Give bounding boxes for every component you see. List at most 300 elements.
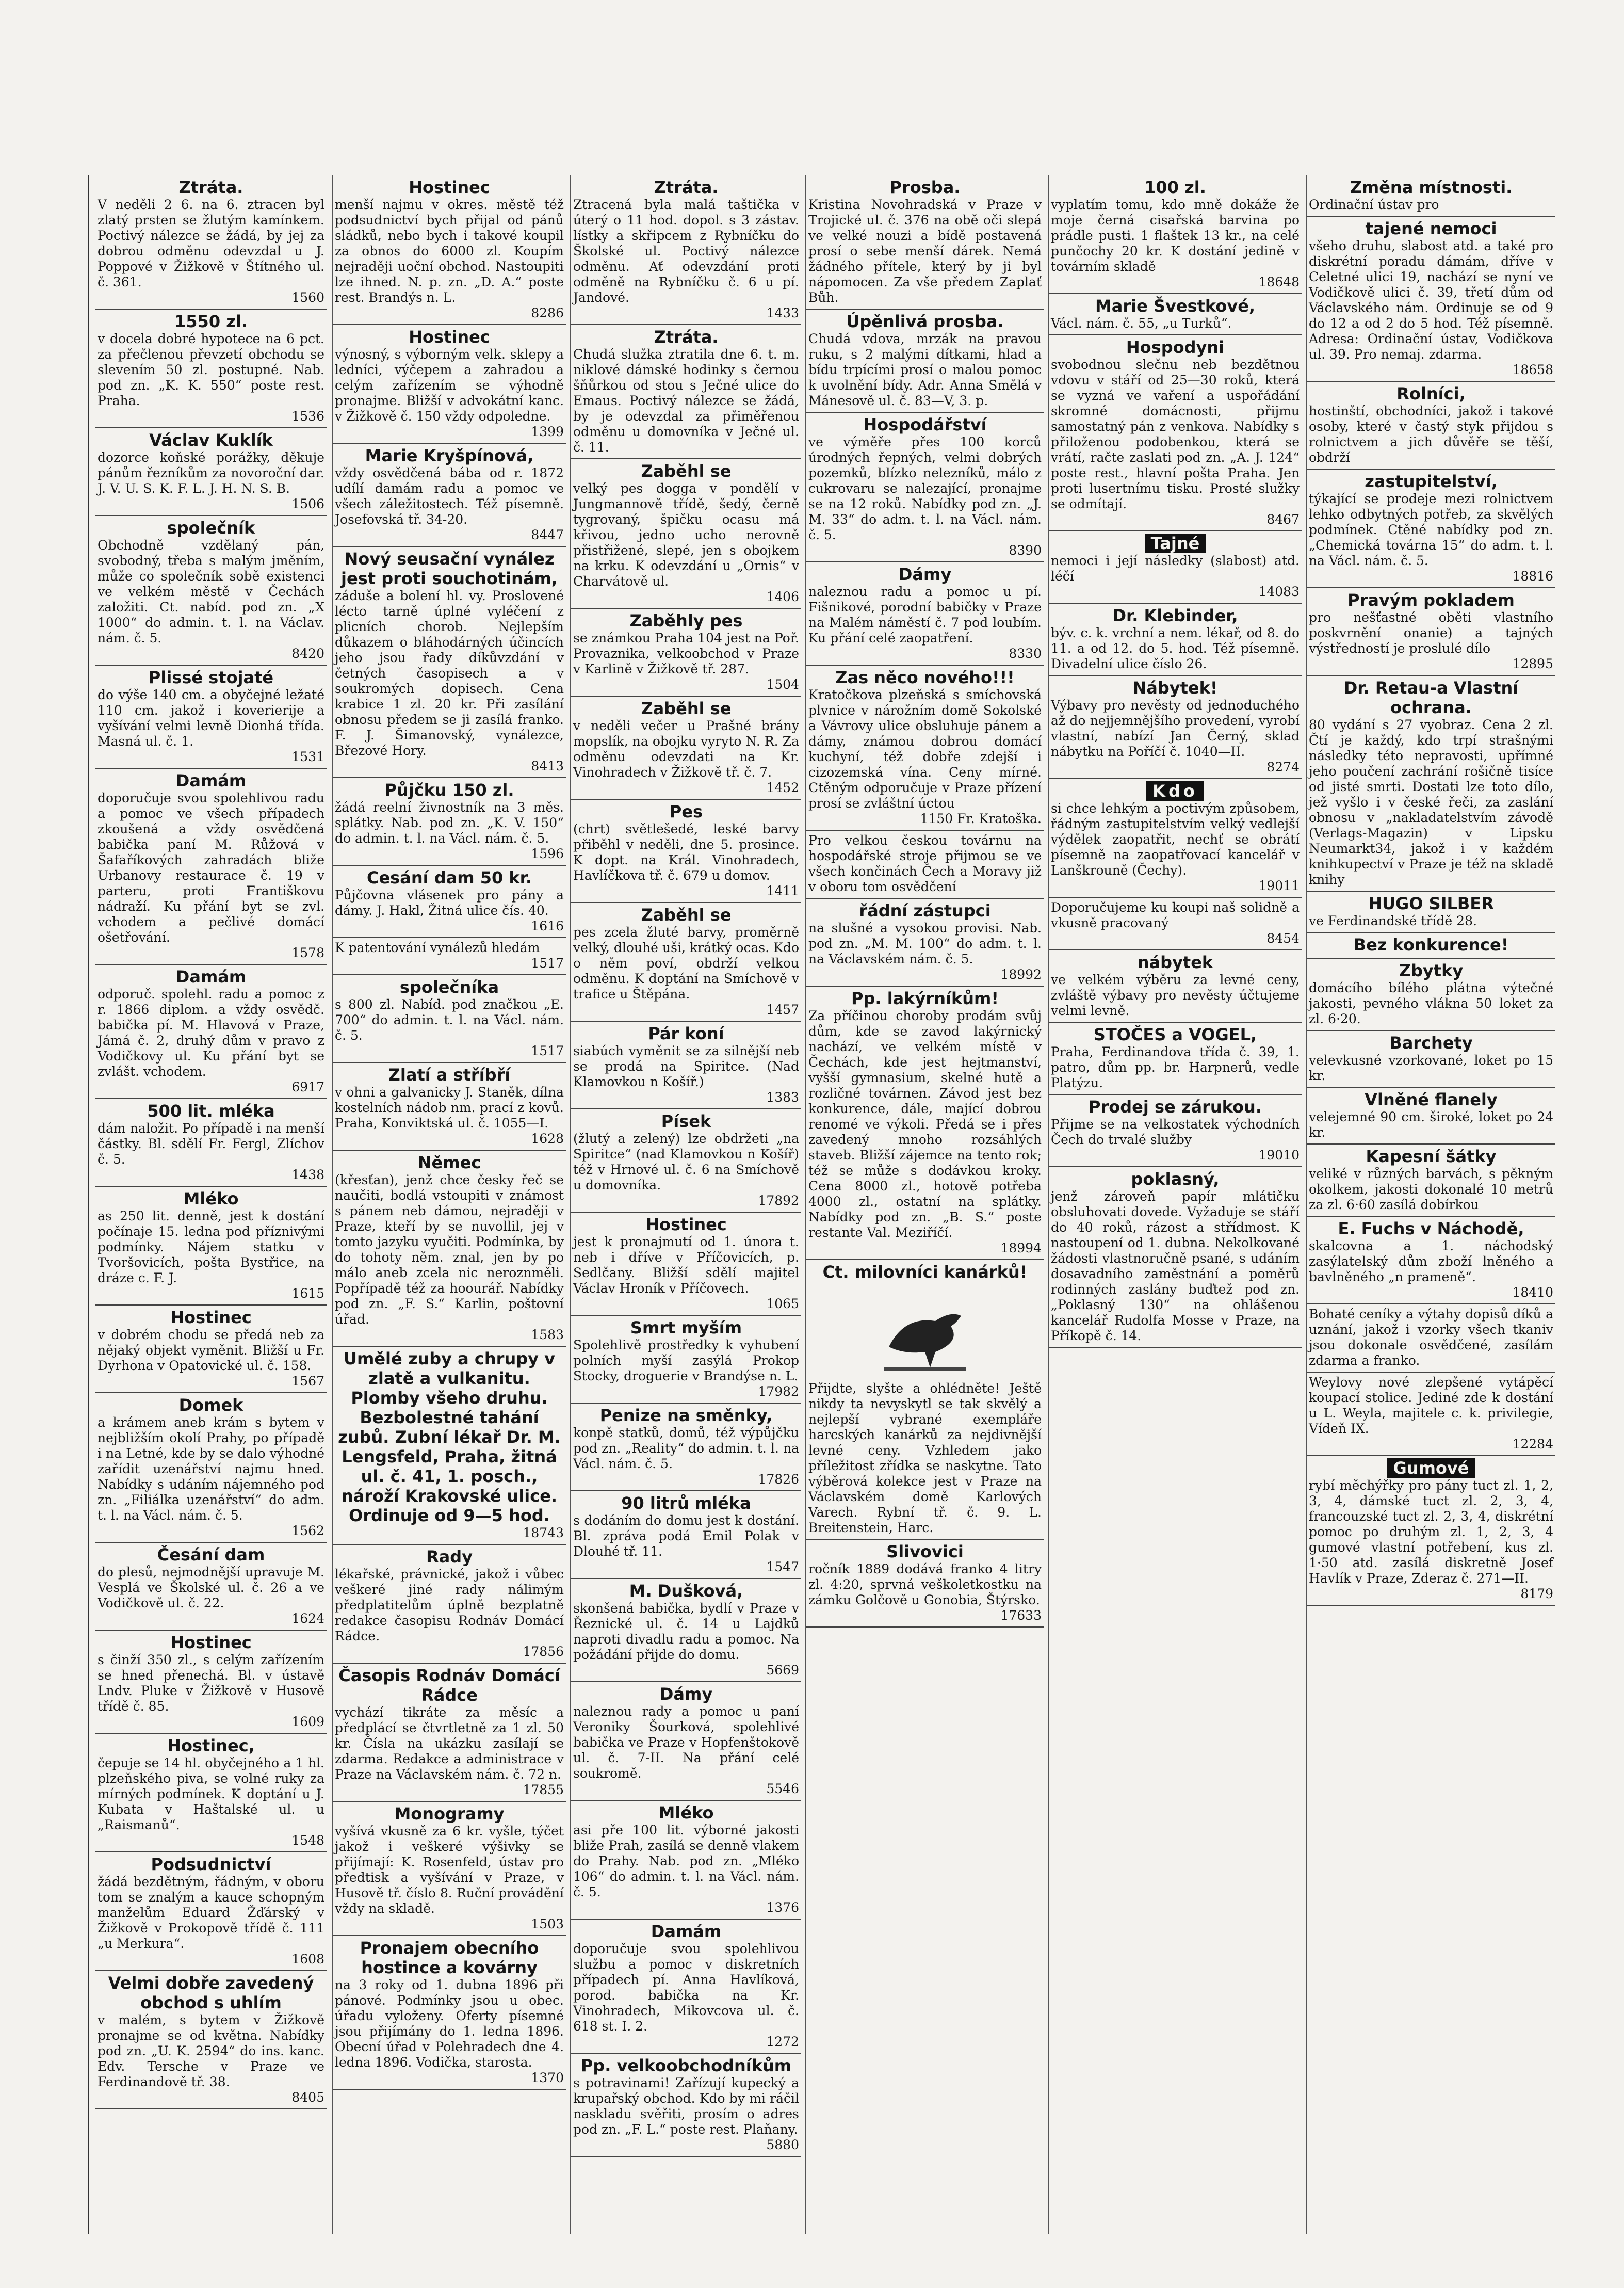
ad-code: 6917 xyxy=(291,1079,324,1094)
ad-text: pro nešťastné oběti vlastního poskvrnění onanie) a tajných výstředností je proslulé dílo xyxy=(1309,610,1553,656)
ad-title: Ztráta. xyxy=(654,327,719,347)
ad-code: 18648 xyxy=(1258,275,1300,289)
classified-ad xyxy=(806,562,1044,666)
column-4 xyxy=(805,175,1044,2234)
classified-ad xyxy=(1049,175,1302,294)
ad-title: Plissé stojaté xyxy=(148,668,274,687)
ad-text: pes zcela žluté barvy, proměrně velký, dlouhé uši, krátký ocas. Kdo o něm poví, obdrží velkou odměnu. K doptání na Smíchově v trafice u Štěpána. xyxy=(573,925,799,1002)
classified-ad xyxy=(571,1579,801,1682)
classified-ad xyxy=(1307,217,1555,382)
ad-title: Zaběhl se xyxy=(641,905,732,925)
ad-code: 1596 xyxy=(531,846,564,861)
ad-title: Mléko xyxy=(658,1803,714,1823)
ad-code: 5880 xyxy=(766,2137,799,2152)
ad-code: 1504 xyxy=(766,677,799,692)
ad-text: Václ. nám. č. 55, „u Turků“. xyxy=(1051,316,1232,331)
ad-text: K patentování vynálezů hledám xyxy=(335,940,540,955)
classified-ad xyxy=(1307,1088,1555,1145)
classified-ad xyxy=(1307,1145,1555,1217)
ad-text: čepuje se 14 hl. obyčejného a 1 hl. plzeňského piva, se volné ruky za mírných podmínek. K doptání u J. Kubata v Haštalské ul. u „Raismanů“. xyxy=(98,1755,324,1832)
ad-code: 1628 xyxy=(531,1131,564,1146)
ad-text: Kratočkova plzeňská s smíchovská plvnice v nárožním domě Sokolské a Vávrovy ulice obsluhuje pánem a dámy, známou dobrou domácí kuchyní, též dobře zdejší i cizozemská vína. Ceny mírné. Ctěným odporučuje v Praze přízení prosí se zvláštní úctou xyxy=(808,687,1042,811)
ad-code: 1370 xyxy=(531,2070,564,2085)
classified-ad xyxy=(571,1109,801,1213)
classified-ad xyxy=(571,1404,801,1491)
ad-title: Hostinec, xyxy=(167,1736,255,1755)
ad-title: Damám xyxy=(175,967,247,987)
ad-title: Ztráta. xyxy=(178,178,243,197)
classified-ad xyxy=(333,866,566,938)
column-1 xyxy=(95,175,327,2234)
ad-title: Nový seusační vynález jest proti souchotinám, xyxy=(341,549,558,588)
ad-title: zastupitelství, xyxy=(1365,472,1498,491)
ad-title: Smrt myším xyxy=(630,1318,742,1338)
ad-title: společník xyxy=(167,518,255,538)
ad-text: a krámem aneb krám s bytem v nejbližším okolí Prahy, po případě i na Letné, kde by se dalo výhodné zařídit uzenářství najmu hned. Nabídky s udáním nájemného pod zn. „Filiálka uzenářství“ do adm. t. l. na Václ. nám. č. 5. xyxy=(98,1415,324,1523)
ad-code: 1517 xyxy=(531,1043,564,1058)
ad-code: 18658 xyxy=(1512,362,1553,377)
ad-code: 8179 xyxy=(1520,1586,1553,1601)
ad-text: lékařské, právnické, jakož i vůbec veškeré jiné rady nálimým předplatitelům úplně bezplatně redakce časopisu Rodnáv Domácí Rádce. xyxy=(335,1567,564,1644)
classified-ad xyxy=(571,697,801,800)
ad-text: Pro velkou českou továrnu na hospodářské stroje přijmou se ve všech končinách Čech a Moravy již v oboru tom osvědčení xyxy=(808,833,1042,894)
ad-title: STOČES a VOGEL, xyxy=(1093,1025,1257,1044)
ad-title: Pes xyxy=(669,802,703,821)
ad-text: dám naložit. Po případě i na menší částky. Bl. sdělí Fr. Fergl, Zlíchov č. 5. xyxy=(98,1121,324,1167)
ad-code: 17826 xyxy=(758,1472,799,1487)
ad-title: Umělé zuby a chrupy v zlatě a vulkanitu. Plomby všeho druhu. Bezbolestné tahání zubů. Zubní lékař Dr. M. Lengsfeld, Praha, žitná ul. č. 41, 1. posch., nároží Krakovské ulice. Ordinuje od 9—5 hod. xyxy=(338,1349,561,1525)
classified-ad xyxy=(571,175,801,325)
ad-title: Monogramy xyxy=(394,1804,505,1824)
ad-title: Barchety xyxy=(1389,1033,1473,1053)
ad-title: M. Dušková, xyxy=(629,1581,743,1601)
ad-code: 8454 xyxy=(1266,931,1300,946)
ad-code: 8467 xyxy=(1266,512,1300,527)
ad-title: Pp. velkoobchodníkům xyxy=(580,2056,792,2075)
classified-ad xyxy=(1307,892,1555,933)
ad-code: 18410 xyxy=(1512,1285,1553,1300)
classified-ad xyxy=(1049,335,1302,531)
ad-text: s činží 350 zl., s celým zařízením se hned přenechá. Bl. v ústavě Lndv. Pluke v Žižkově v Husově třídě č. 85. xyxy=(98,1652,324,1714)
classified-ad xyxy=(1049,1095,1302,1167)
ad-text: 80 vydání s 27 vyobraz. Cena 2 zl. Čtí je každý, kdo trpí strašnými následky této nepravosti, upřímné jeho poučení zachrání rošičně tisíce od jisté smrti. Dostati lze toto dílo, jež vyšlo i v české řeči, za zaslání obnosu v „nakladatelstvím závodě (Verlags-Magazin) v Lipsku Neumarkt34, jakož i v každém knihkupectví v Praze je též na skladě knihy xyxy=(1309,717,1553,887)
ad-text: jenž zároveň papír mlátičku obsluhovati dovede. Vyžaduje se stáří do 40 roků, rázost a střídmost. K nastoupení od 1. dubna. Nekolkované žádosti vlastnoručně psané, s udáním dosavadního zaměstnání a poměrů rodinných zaslány buďtež pod zn. „Poklasný 130“ na ohlášenou kancelář Rudolfa Mosse v Praze, na Příkopě č. 14. xyxy=(1051,1189,1300,1343)
ad-text: se známkou Praha 104 jest na Poř. Provaznika, velkoobchod v Praze v Karlině v Žižkově tř. 287. xyxy=(573,631,799,676)
column-6 xyxy=(1306,175,1555,2234)
classified-ad xyxy=(806,666,1044,831)
classified-ad xyxy=(571,1213,801,1316)
ad-code: 1399 xyxy=(531,424,564,439)
ad-text: si chce lehkým a poctivým způsobem, řádným zastupitelstvím velký vedlejší výdělek zaopatřit, nechť se obrátí písemně na zaopatřovací kancelář v Lanškrouně (Čechy). xyxy=(1051,801,1300,878)
ad-text: (chrt) světlešedé, leské barvy přiběhl v neděli, dne 5. prosince. K dopt. na Král. Vinohradech, Havlíčkova tř. č. 679 u domov. xyxy=(573,821,799,883)
ad-text: v docela dobré hypotece na 6 pct. za přečlenou převzetí obchodu se slevením 50 zl. postupné. Nab. pod zn. „K. K. 550“ poste rest. Praha. xyxy=(98,331,324,408)
ad-title: Zaběhl se xyxy=(641,461,732,481)
ad-title: Prosba. xyxy=(889,178,961,197)
classified-ad xyxy=(1307,1217,1555,1304)
classified-ad xyxy=(1307,588,1555,676)
ad-text: doporučuje svou spolehlivou radu a pomoc ve všech případech zkoušená a vždy osvědčená babička paní M. Růžová v Šafaříkových zahradách bliže Urbanovy restaurace č. 19 v parteru, proti Františkovu nádraží. Ku přání byt se zvl. vchodem a pečlivé domácí ošetřování. xyxy=(98,791,324,945)
classified-ad xyxy=(571,903,801,1022)
classified-ad xyxy=(571,1682,801,1801)
ad-code: 1608 xyxy=(291,1952,324,1967)
ad-title: Marie Švestkové, xyxy=(1095,296,1256,316)
ad-text: ve výměře přes 100 korců úrodných řepných, velmi dobrých pozemků, blízko nelezníků, málo z cukrovaru se nalezající, pronajme se na 12 roků. Nabídky pod zn. „J. M. 33“ do adm. t. l. na Václ. nám. č. 5. xyxy=(808,434,1042,542)
ad-code: 18816 xyxy=(1512,569,1553,584)
ad-text: Přijdte, slyšte a ohlédněte! Ještě nikdy ta nevyskytl se tak skvělý a nejlepší vybrané exempláře harcských kanárků za nejdivnější levné ceny. Vzhledem jako příležitost zřídka se naskytne. Tato výběrová kolekce jest v Praze na Václavském domě Karlových Varech. Rybní tř. č. 9. L. Breitenstein, Harc. xyxy=(808,1381,1042,1535)
ad-title: Zaběhl se xyxy=(641,699,732,718)
ad-title: nábytek xyxy=(1137,953,1213,972)
classified-ad xyxy=(806,1540,1044,1628)
classified-ad xyxy=(1049,676,1302,779)
ad-text: Za příčinou choroby prodám svůj dům, kde se zavod lakýrnický nachází, ve velkém místě v Čechách, kde jest hejtmanství, vyšší gymnasium, skelné hutě a rozličné továrnen. Závod jest bez konkurence, dále, mající dobrou renomé ve výkoli. Předá se i přes zavedený mnoho rozsáhlých staveb. Bližší zájemce na tento rok; též se může s dodávkou kroky. Cena 8000 zl., hotově potřeba 4000 zl., ostatní na splátky. Nabídky pod zn. „B. S.“ poste restante Val. Meziříčí. xyxy=(808,1008,1042,1240)
ad-text: žádá bezdětným, řádným, v oboru tom se znalým a kauce schopným manželům Eduard Žďárský v Žižkově v Prokopově třídě č. 111 „u Merkura“. xyxy=(98,1874,324,1951)
ad-title: Kapesní šátky xyxy=(1366,1147,1497,1166)
ad-code: 1517 xyxy=(531,956,564,971)
ad-text: naleznou radu a pomoc u pí. Fišnikové, porodní babičky v Praze na Malém náměstí č. 7 pod loubím. Ku přání celé zaopatření. xyxy=(808,584,1042,646)
ad-code: 1624 xyxy=(291,1611,324,1626)
ad-title: poklasný, xyxy=(1131,1169,1220,1189)
ad-text: Praha, Ferdinandova třída č. 39, 1. patro, dům pp. br. Harpnerů, vedle Platýzu. xyxy=(1051,1044,1300,1090)
classified-ad xyxy=(95,1734,327,1852)
classified-ad xyxy=(333,444,566,547)
classified-ad xyxy=(333,975,566,1063)
classified-ad xyxy=(1049,779,1302,898)
ad-text: výnosný, s výborným velk. sklepy a ledníci, výčepem a zahradou a celým zařízením se výhodně pronajme. Bližší v advokátní kanc. v Žižkově č. 150 vždy odpoledne. xyxy=(335,347,564,424)
classified-ad xyxy=(95,1099,327,1187)
classified-ad xyxy=(571,1316,801,1404)
ad-code: 1065 xyxy=(766,1296,799,1311)
ad-title: Cesání dam 50 kr. xyxy=(366,868,532,888)
ad-code: 1503 xyxy=(531,1916,564,1931)
ad-title: Domek xyxy=(178,1395,243,1415)
classified-ad xyxy=(333,938,566,975)
ad-title: společníka xyxy=(399,977,499,997)
classified-ad xyxy=(95,1306,327,1393)
classified-ad xyxy=(1307,1304,1555,1373)
ad-code: 1150 Fr. Kratoška. xyxy=(920,811,1042,826)
classified-ad xyxy=(95,1543,327,1631)
ad-code: 1272 xyxy=(766,2034,799,2049)
ad-code: 8286 xyxy=(531,305,564,320)
ad-text: skalcovna a 1. náchodský zasýlatelský dům zboží lněného a bavlněného „n prameně“. xyxy=(1309,1238,1553,1284)
ad-title: Ztráta. xyxy=(654,178,719,197)
ad-text: býv. c. k. vrchní a nem. lékař, od 8. do 11. a od 12. do 5. hod. Též písemně. Divadelní ulice číslo 26. xyxy=(1051,625,1300,671)
classified-ad xyxy=(333,547,566,778)
ad-title: 100 zl. xyxy=(1144,178,1206,197)
ad-title: Změna místnosti. xyxy=(1350,178,1513,197)
ad-code: 8405 xyxy=(291,2090,324,2105)
ad-code: 18743 xyxy=(523,1525,564,1540)
classified-ad xyxy=(1049,1167,1302,1348)
ad-title: Hostinec xyxy=(645,1215,727,1234)
ad-text: Půjčovna vlásenek pro pány a dámy. J. Hakl, Žitná ulice čís. 40. xyxy=(335,888,564,918)
ad-text: doporučuje svou spolehlivou službu a pomoc v diskretních případech pí. Anna Havlíková, porod. babička na Kr. Vinohradech, Mikovcova ul. č. 618 st. I. 2. xyxy=(573,1941,799,2034)
classified-ad xyxy=(1307,470,1555,588)
ad-code: 18994 xyxy=(1000,1240,1042,1255)
ad-text: velký pes dogga v pondělí v Jungmannově třídě, šedý, černě tygrovaný, špičku ocasu má křivou, jedno ucho nerovně přistřižené, slepé, jen s obojkem na krku. K odevzdání u „Ornis“ v Charvátově ul. xyxy=(573,481,799,589)
ad-code: 18992 xyxy=(1000,967,1042,982)
ad-text: Chudá služka ztratila dne 6. t. m. niklové dámské hodinky s černou šňůrkou od stou s Ječné ulice do Emaus. Poctivý nálezce se žádá, by je odevzdal za přiměřenou odměnu u domovníka v Ječné ul. č. 11. xyxy=(573,347,799,455)
ad-text: Chudá vdova, mrzák na pravou ruku, s 2 malými dítkami, hlad a bídu trpícími prosí o malou pomoc k uvolnění bídy. Adr. Anna Smělá v Mánesově ul. č. 83—V, 3. p. xyxy=(808,331,1042,408)
ad-text: s 800 zl. Nabíd. pod značkou „E. 700“ do admin. t. l. na Václ. nám. č. 5. xyxy=(335,997,564,1043)
ad-code: 1548 xyxy=(291,1833,324,1848)
ad-code: 1609 xyxy=(291,1714,324,1729)
ad-title: Pár koní xyxy=(648,1024,724,1043)
classified-ad xyxy=(95,1971,327,2109)
ad-title: Hostinec xyxy=(170,1308,252,1327)
ad-text: V neděli 2 6. na 6. ztracen byl zlatý prsten se žlutým kamínkem. Poctivý nálezce se žádá, by jej za dobrou odměnu odevzdal u J. Poppové v Žižkově v Štítného ul. č. 361. xyxy=(98,197,324,289)
ad-title xyxy=(1309,1458,1553,1478)
column-5 xyxy=(1048,175,1302,2234)
ad-text: vychází tikráte za měsíc a předplácí se čtvrtletně za 1 zl. 50 kr. Čísla na ukázku zasílají se zdarma. Redakce a administrace v Praze na Václavském nám. č. 72 n. xyxy=(335,1705,564,1782)
classified-ad xyxy=(1049,604,1302,676)
ad-text: svobodnou slečnu neb bezdětnou vdovu v stáří od 25—30 roků, která se vyzná ve vaření a uspořádání skromné domácnosti, přijmu samostatný pán z venkova. Nabídky s přiloženou podobenkou, která se vrátí, račte zaslati pod zn. „A. J. 124“ poste rest., hlavní pošta Praha. Jen proti lusertnímu tisku. Prosté služky se odmítají. xyxy=(1051,357,1300,511)
ad-text: domácího bílého plátna výtečné jakosti, pevného vlákna 50 loket za zl. 6·20. xyxy=(1309,980,1553,1026)
ad-title: Dámy xyxy=(898,565,952,584)
ad-title xyxy=(1051,781,1300,801)
classified-ad xyxy=(95,310,327,428)
ad-title: Hospodářství xyxy=(863,415,987,434)
ad-title: tajené nemoci xyxy=(1365,219,1497,238)
ad-code: 8447 xyxy=(531,527,564,542)
ad-text: jest k pronajmutí od 1. února t. neb i dříve v Příčovicích, p. Sedlčany. Bližší sdělí majitel Václav Hroník v Příčovech. xyxy=(573,1234,799,1296)
ad-title: Podsudnictví xyxy=(151,1855,271,1874)
ad-code: 8420 xyxy=(291,646,324,661)
ad-text: vyplatím tomu, kdo mně dokáže že moje černá cisařská barvina po prádle pusti. 1 flaštek 13 kr., na celé punčochy 20 kr. K dostání jedině v továrním skladě xyxy=(1051,197,1300,274)
ad-title: E. Fuchs v Náchodě, xyxy=(1338,1219,1524,1238)
classified-ad xyxy=(95,1852,327,1971)
classified-ad xyxy=(571,2054,801,2157)
ad-title-inverted: Kdo xyxy=(1146,781,1204,801)
ad-code: 1615 xyxy=(291,1286,324,1301)
ad-code: 12895 xyxy=(1512,656,1553,671)
ad-text: dozorce koňské porážky, děkuje pánům řezníkům za novoroční dar. J. V. U. S. K. F. L. J. H. N. S. B. xyxy=(98,450,324,496)
ad-code: 8274 xyxy=(1266,760,1300,775)
ad-text: záduše a bolení hl. vy. Proslovené lécto tarně úplné vyléčení z plicních chorob. Nejlepším důkazem o bláhodárných účincích jeho jsou řady díkůvzdání v četných časopisech a v soukromých dopisech. Cena krabice 1 zl. 20 kr. Při zasílání obnosu předem se ji zasílá franko. F. J. Šimanovský, vynálezce, Březové Hory. xyxy=(335,588,564,758)
ad-code: 12284 xyxy=(1512,1437,1553,1452)
ad-code: 1583 xyxy=(531,1327,564,1342)
ad-code: 1536 xyxy=(291,409,324,424)
ad-text: hostinští, obchodníci, jakož i takové osoby, které v častý styk přijdou s rolnictvem a jich důvěře se těší, obdrží xyxy=(1309,404,1553,465)
ad-text: Ztracená byla malá taštička v úterý o 11 hod. dopol. s 3 zástav. lístky a skřipcem z Rybníčku do Školské ul. Poctivý nálezce odměnu. Ať odevzdání proti odměně na Rybníčku č. 6 u pí. Jandové. xyxy=(573,197,799,305)
ad-title: Damám xyxy=(175,771,247,791)
ad-text: na slušné a vysokou provisi. Nab. pod zn. „M. M. 100“ do adm. t. l. na Václavském nám. č. 5. xyxy=(808,921,1042,966)
ad-text: Spolehlivě prostředky k vyhubení polních myší zasýlá Prokop Stocky, droguerie v Brandýse n. L. xyxy=(573,1338,799,1383)
classified-ad xyxy=(571,1920,801,2054)
ad-text: vždy osvědčená bába od r. 1872 udílí damám radu a pomoc ve všech záležitostech. Též písemně. Josefovská tř. 34-20. xyxy=(335,465,564,527)
ad-code: 1376 xyxy=(766,1900,799,1915)
ad-title: Velmi dobře zavedený obchod s uhlím xyxy=(108,1973,314,2012)
ad-code: 1531 xyxy=(291,749,324,764)
ad-title: Hostinec xyxy=(409,327,490,347)
ad-title: Dr. Klebinder, xyxy=(1112,606,1238,625)
classified-ad xyxy=(333,1664,566,1802)
classified-ad xyxy=(806,175,1044,310)
ad-text: v ohni a galvanicky J. Staněk, dílna kostelních nádob nm. prací z kovů. Praha, Konviktská ul. č. 1055—I. xyxy=(335,1085,564,1131)
classified-ad xyxy=(1307,1373,1555,1456)
ad-code: 8330 xyxy=(1009,646,1042,661)
ad-code: 8390 xyxy=(1009,543,1042,558)
ad-text: velejemné 90 cm. široké, loket po 24 kr. xyxy=(1309,1109,1553,1140)
ad-title: Pronajem obecního hostince a kovárny xyxy=(360,1938,539,1977)
ad-title: 90 litrů mléka xyxy=(621,1493,751,1513)
classified-ad xyxy=(333,1545,566,1664)
ad-code: 1406 xyxy=(766,589,799,604)
classified-ad xyxy=(1049,531,1302,604)
classified-ad xyxy=(95,175,327,310)
ad-title: Nábytek! xyxy=(1132,678,1218,698)
classified-ad xyxy=(333,325,566,444)
classified-ad xyxy=(1307,382,1555,470)
ad-title: Václav Kuklík xyxy=(149,430,273,450)
ad-text: na 3 roky od 1. dubna 1896 při pánové. Podmínky jsou u obec. úřadu vyloženy. Oferty písemné jsou přijímány do 1. ledna 1896. Obecní úřad v Polehradech dne 4. ledna 1896. Vodička, starosta. xyxy=(335,1977,564,2070)
classified-ad xyxy=(333,778,566,866)
ad-code: 1506 xyxy=(291,496,324,511)
ad-title: Rady xyxy=(426,1547,473,1567)
ad-title: Ct. milovníci kanárků! xyxy=(822,1262,1028,1282)
ad-code: 1562 xyxy=(291,1523,324,1538)
ad-title: 500 lit. mléka xyxy=(147,1101,275,1121)
classified-ad xyxy=(333,175,566,325)
ad-text: rybí měchýřky pro pány tuct zl. 1, 2, 3, 4, dámské tuct zl. 2, 3, 4, francouzské tuct zl. 2, 3, 4, diskrétní pomoc po druhým zl. 1, 2, 3, 4 gumové vlastní potřebení, kus zl. 1·50 atd. zasílá diskretně Josef Havlík v Praze, Zderaz č. 271—II. xyxy=(1309,1478,1553,1586)
ad-title: Prodej se zárukou. xyxy=(1089,1097,1262,1117)
classified-ad xyxy=(333,1347,566,1545)
ad-text: v malém, s bytem v Žižkově pronajme se od května. Nabídky pod zn. „U. K. 2594“ do ins. kanc. Edv. Tersche v Praze ve Ferdinandově tř. 38. xyxy=(98,2012,324,2089)
classified-ad xyxy=(1307,959,1555,1031)
ad-code: 17856 xyxy=(523,1644,564,1659)
ad-code: 8413 xyxy=(531,759,564,774)
ad-code: 1547 xyxy=(766,1559,799,1574)
ad-text: nemoci i její následky (slabost) atd. léčí xyxy=(1051,553,1300,584)
ad-text: veliké v různých barvách, s pěkným okolkem, jakosti dokonalé 10 metrů za zl. 6·60 zasílá dobírkou xyxy=(1309,1166,1553,1212)
newspaper-page xyxy=(88,175,1554,2234)
ad-code: 1433 xyxy=(766,305,799,320)
ad-text: velevkusné vzorkované, loket po 15 kr. xyxy=(1309,1053,1553,1083)
ad-text: vyšívá vkusně za 6 kr. vyšle, týčet jakož i veškeré výšivky se přijímají: K. Rosenfeld, ústav pro předtisk a vyšívání v Praze, v Husově tř. číslo 8. Ruční provádění vždy na skladě. xyxy=(335,1824,564,1916)
ad-code: 1578 xyxy=(291,945,324,960)
classified-ad xyxy=(571,459,801,609)
classified-ad xyxy=(1049,898,1302,950)
classified-ad xyxy=(806,831,1044,899)
classified-ad xyxy=(1049,950,1302,1023)
classified-ad xyxy=(95,516,327,666)
classified-ad xyxy=(571,1801,801,1920)
ad-code: 19010 xyxy=(1258,1148,1300,1163)
ad-title: Rolníci, xyxy=(1396,384,1466,404)
classified-ad xyxy=(571,800,801,903)
ad-text: v dobrém chodu se předá neb za nějaký objekt vyměnit. Bližší u Fr. Dyrhona v Opatovické ul. č. 158. xyxy=(98,1327,324,1373)
ad-text: siabúch vyměnit se za silnější neb se prodá na Spiritce. (Nad Klamovkou n Košíř.) xyxy=(573,1043,799,1089)
ad-code: 14083 xyxy=(1258,584,1300,599)
ad-title: Česání dam xyxy=(157,1545,265,1565)
classified-ad xyxy=(806,413,1044,562)
ad-text: týkající se prodeje mezi rolnictvem lehko odbytných potřeb, za skvělých podmínek. Ctěné nabídky pod zn. „Chemická továrna 15“ do adm. t. l. na Václ. nám. č. 5. xyxy=(1309,491,1553,568)
classified-ad xyxy=(571,1022,801,1109)
ad-title: Zas něco nového!!! xyxy=(835,668,1015,687)
ad-text: ve Ferdinandské třídě 28. xyxy=(1309,913,1477,928)
ad-text: odporuč. spolehl. radu a pomoc z r. 1866 diplom. a vždy osvědč. babička pí. M. Hlavová v Praze, Jámá č. 2, druhý dům v pravo z Vodičkovy ul. Ku přání byt se zvlášt. vchodem. xyxy=(98,987,324,1079)
classified-ad xyxy=(95,1393,327,1543)
ad-text: (žlutý a zelený) lze obdržeti „na Spiritce“ (nad Klamovkou n Košíř) též v Hrnové ul. č. 6 na Smíchově u domovníka. xyxy=(573,1131,799,1193)
bird-icon xyxy=(873,1285,977,1378)
ad-code: 17633 xyxy=(1000,1608,1042,1623)
classified-ad xyxy=(95,965,327,1099)
ad-code: 19011 xyxy=(1258,878,1300,893)
ad-title: Dr. Retau-a Vlastní ochrana. xyxy=(1343,678,1519,717)
classified-ad xyxy=(333,1936,566,2090)
ad-code: 1457 xyxy=(766,1002,799,1017)
ad-code: 1411 xyxy=(766,883,799,898)
classified-ad xyxy=(806,1260,1044,1540)
classified-ad xyxy=(333,1151,566,1347)
ad-code: 1567 xyxy=(291,1374,324,1389)
classified-ad xyxy=(571,609,801,697)
classified-ad xyxy=(1049,294,1302,335)
ad-title: Němec xyxy=(417,1153,481,1172)
ad-code: 1452 xyxy=(766,780,799,795)
ad-text: Ordinační ústav pro xyxy=(1309,197,1439,212)
ad-title: Hostinec xyxy=(409,178,490,197)
ad-text: (křesťan), jenž chce česky řeč se naučiti, bodlá vstoupiti v známost s pánem neb dámou, nejraději v Praze, kteří by se nuvollil, jej v tomto jazyku vyučiti. Podmínka, by do tohoty něm. znal, jen by po málo aneb zcela nic neroznměli. Popřípadě též za hoourář. Nabídky pod zn. „F. S.“ Karlin, poštovní úřad. xyxy=(335,1172,564,1327)
column-2 xyxy=(332,175,566,2234)
classified-ad xyxy=(1307,676,1555,892)
ad-text: Přijme se na velkostatek východních Čech do trvalé služby xyxy=(1051,1117,1300,1147)
ad-title: Písek xyxy=(661,1111,711,1131)
classified-ad xyxy=(95,666,327,769)
column-3 xyxy=(570,175,801,2234)
ad-title: 1550 zl. xyxy=(174,312,248,331)
ad-text: žádá reelní živnostník na 3 měs. splátky. Nab. pod zn. „K. V. 150“ do admin. t. l. na Václ. nám. č. 5. xyxy=(335,800,564,846)
ad-text: menší najmu v okres. městě též podsudnictví bych přijal od pánů sládků, nebo bych i takové koupil za obnos do 6000 zl. Koupím nejraději uoční obchod. Nastoupiti lze ihned. N. p. zn. „D. A.“ poste rest. Brandýs n. L. xyxy=(335,197,564,305)
ad-title xyxy=(1051,534,1300,553)
classified-ad xyxy=(806,310,1044,413)
ad-title: Zaběhly pes xyxy=(629,611,743,631)
ad-text: skonšená babička, bydlí v Praze v Řeznické ul. č. 14 u Lajdků naproti divadlu radu a pomoc. Na požádání přijde do domu. xyxy=(573,1601,799,1662)
ad-text: do plesů, nejmodnější upravuje M. Vesplá ve Školské ul. č. 26 a ve Vodičkově ul. č. 22. xyxy=(98,1565,324,1610)
ad-text: s dodáním do domu jest k dostání. Bl. zpráva podá Emil Polak v Dlouhé tř. 11. xyxy=(573,1513,799,1559)
ad-text: Bohaté ceníky a výtahy dopisů díků a uznání, jakož i vzorky všech tkaniv jsou dokonale osvědčené, zasílám zdarma a franko. xyxy=(1309,1307,1553,1368)
ad-code: 5669 xyxy=(766,1663,799,1678)
ad-text: v neděli večer u Prašné brány mopslík, na obojku vyryto N. R. Za odměnu odevzdati na Kr. Vinohradech v Žižkově tř. č. 7. xyxy=(573,718,799,780)
classified-ad xyxy=(1049,1023,1302,1095)
ad-title: Úpěnlivá prosba. xyxy=(846,312,1004,331)
ad-code: 17982 xyxy=(758,1384,799,1399)
ad-title: HUGO SILBER xyxy=(1368,894,1494,913)
ad-title-inverted: Gumové xyxy=(1387,1458,1475,1478)
ad-code: 5546 xyxy=(766,1781,799,1796)
ad-title: Dámy xyxy=(659,1684,713,1704)
ad-code: 1616 xyxy=(531,919,564,933)
ad-code: 17892 xyxy=(758,1193,799,1208)
ad-code: 1383 xyxy=(766,1090,799,1105)
classified-ad xyxy=(1307,933,1555,959)
ad-title: Bez konkurence! xyxy=(1353,935,1509,955)
ad-text: Doporučujeme ku koupi naš solidně a vkusně pracovaný xyxy=(1051,900,1300,930)
classified-ad xyxy=(571,1491,801,1579)
ad-title: Mléko xyxy=(183,1189,239,1209)
ad-title: Půjčku 150 zl. xyxy=(384,780,514,800)
classified-ad xyxy=(1307,175,1555,217)
ad-code: 1560 xyxy=(291,290,324,305)
ad-title: Pravým pokladem xyxy=(1347,590,1515,610)
ad-code: 1438 xyxy=(291,1167,324,1182)
ad-text: ve velkém výběru za levné ceny, zvláště výbavy pro nevěsty účtujeme velmi levně. xyxy=(1051,972,1300,1018)
ad-title: Penize na směnky, xyxy=(599,1406,773,1425)
ad-text: všeho druhu, slabost atd. a také pro diskrétní poradu dámám, dříve v Celetné ulici 19, nachází se nyní ve Vodičkově ulici č. 39, třetí dům od Václavského nám. Ordinuje se od 9 do 12 a od 2 do 5 hod. Též písemně. Adresa: Ordinační ústav, Vodičkova ul. 39. Pro nemaj. zdarma. xyxy=(1309,238,1553,362)
ad-title: Hospodyni xyxy=(1126,337,1225,357)
classified-ad xyxy=(333,1063,566,1151)
ad-text: Weylovy nové zlepšené vytápěcí koupací stolice. Jediné zde k dostání u L. Weyla, majitele c. k. privilegie, Vídeň IX. xyxy=(1309,1375,1553,1436)
